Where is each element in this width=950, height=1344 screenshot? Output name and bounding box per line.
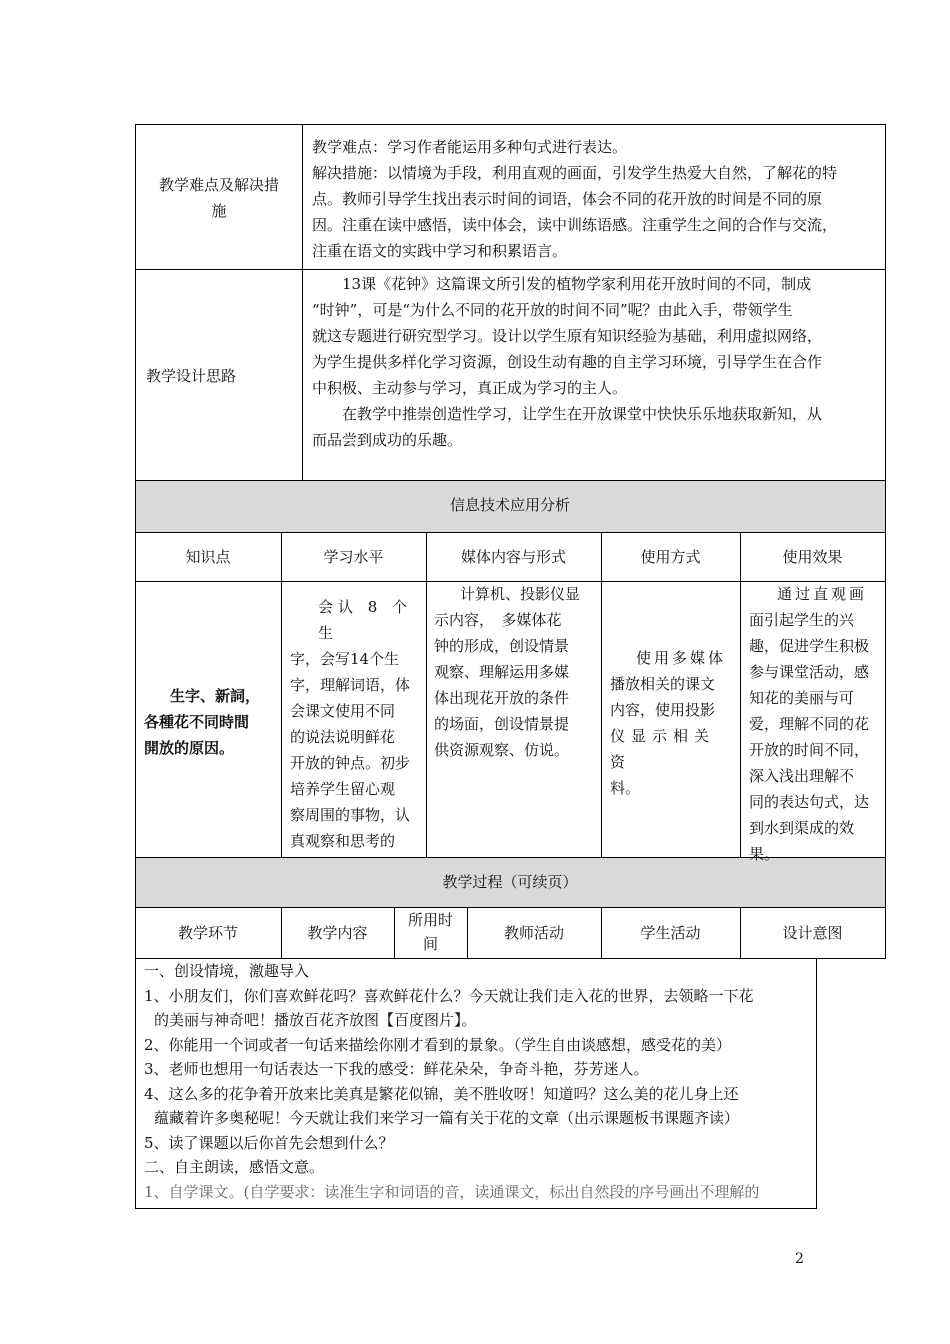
col-header-knowledge: 知识点 — [185, 548, 231, 566]
label-design-idea: 教学设计思路 — [146, 367, 237, 385]
row-divider-2 — [135, 480, 886, 481]
col-header-effect: 使用效果 — [782, 548, 843, 566]
border-right-lower — [816, 958, 817, 1209]
row-divider-6 — [135, 907, 886, 908]
proc-header-intent: 设计意图 — [782, 924, 843, 942]
cell-media: 计算机、投影仪显 示内容， 多媒体花 钟的形成，创设情景 观察、理解运用多媒 体出现花开放的条件 的场面，创设情景提 供资源观察、仿说。 — [434, 585, 581, 759]
col-divider-b1 — [281, 532, 282, 857]
col-header-usage: 使用方式 — [640, 548, 701, 566]
section-title-process: 教学过程（可续页） — [442, 873, 578, 891]
content-difficulty: 教学难点：学习作者能运用多种句式进行表达。 解决措施：以情境为手段，利用直观的画面，引发学生热爱大自然，了解花的特 点。教师引导学生找出表示时间的词语，体会不同的花开放的时间是不同的原 因。注重在读中感悟，读中体会，读中训练语感。注重学生之间的合作与交流， 注重在语文的实践中学习和积累语言。 — [312, 138, 838, 260]
col-divider-a — [302, 124, 303, 480]
col-divider-b4 — [740, 532, 741, 857]
col-divider-b3 — [601, 532, 602, 857]
col-header-level: 学习水平 — [323, 548, 384, 566]
col-divider-b2 — [426, 532, 427, 857]
border-right-upper — [885, 124, 886, 958]
proc-header-time: 所用时 间 — [407, 911, 453, 953]
border-top — [135, 124, 886, 125]
cell-effect: 通过直观画 面引起学生的兴 趣，促进学生积极 参与课堂活动，感 知花的美丽与可 爱，理解不同的花 开放的时间不同， 深入浅出理解不 同的表达句式，达 到水到渠成的效 果。 — [749, 585, 870, 863]
cell-usage: 使用多媒体 播放相关的课文 内容，使用投影 仪显示相关资 料。 — [610, 649, 727, 797]
border-bottom — [135, 1208, 817, 1209]
border-left — [135, 124, 136, 1209]
proc-header-stage: 教学环节 — [177, 924, 238, 942]
proc-header-content: 教学内容 — [307, 924, 368, 942]
process-body: 一、创设情境，激趣导入 1、小朋友们，你们喜欢鲜花吗？喜欢鲜花什么？今天就让我们走入花的世界，去领略一下花 的美丽与神奇吧！播放百花齐放图【百度图片】。 2、你能用一个词或者一句话来描绘你刚才看到的景象。（学生自由谈感想，感受花的美） 3、老师也想用一句话表达一下我的感受：鲜花朵朵，争奇斗艳，芬芳迷人。 4、这么多的花争着开放来比美真是繁花似锦，美不胜收呀！知道吗？这么美的花儿身上还 蕴藏着许多奥秘呢！今天就让我们来学习一篇有关于花的文章（出示课题板书课题齐读） 5、读了课题以后你首先会想到什么？ 二、自主朗读，感悟文意。 1、自学课文。(自学要求：读准生字和词语的音，读通课文，标出自然段的序号画出不理解的 — [144, 962, 760, 1201]
col-header-media: 媒体内容与形式 — [460, 548, 566, 566]
label-difficulty: 教学难点及解决措 施 — [158, 176, 279, 220]
section-title-it-analysis: 信息技术应用分析 — [449, 496, 570, 514]
row-divider-1 — [135, 269, 886, 270]
row-divider-3 — [135, 532, 886, 533]
proc-header-student: 学生活动 — [640, 924, 701, 942]
proc-header-teacher: 教师活动 — [503, 924, 564, 942]
content-design-idea: 13课《花钟》这篇课文所引发的植物学家利用花开放时间的不同，制成 “时钟”，可是“为什么不同的花开放的时间不同”呢？由此入手，带领学生 就这专题进行研究型学习。设计以学生原有知识经验为基础，利用虚拟网络， 为学生提供多样化学习资源，创设生动有趣的自主学习环境，引导学生在合作 中积极、主动参与学习，真正成为学习的主人。 在教学中推崇创造性学习，让学生在开放课堂中快快乐乐地获取新知，从 而品尝到成功的乐趣。 — [312, 275, 823, 449]
cell-level: 会认 8 个生 字，会写14个生 字，理解词语，体 会课文使用不同 的说法说明鲜花 开放的钟点。初步 培养学生留心观 察周围的事物，认 真观察和思考的 — [290, 598, 413, 850]
cell-knowledge: 生字、新詞， 各種花不同時間 開放的原因。 — [144, 687, 261, 757]
page-number: 2 — [795, 1251, 804, 1267]
